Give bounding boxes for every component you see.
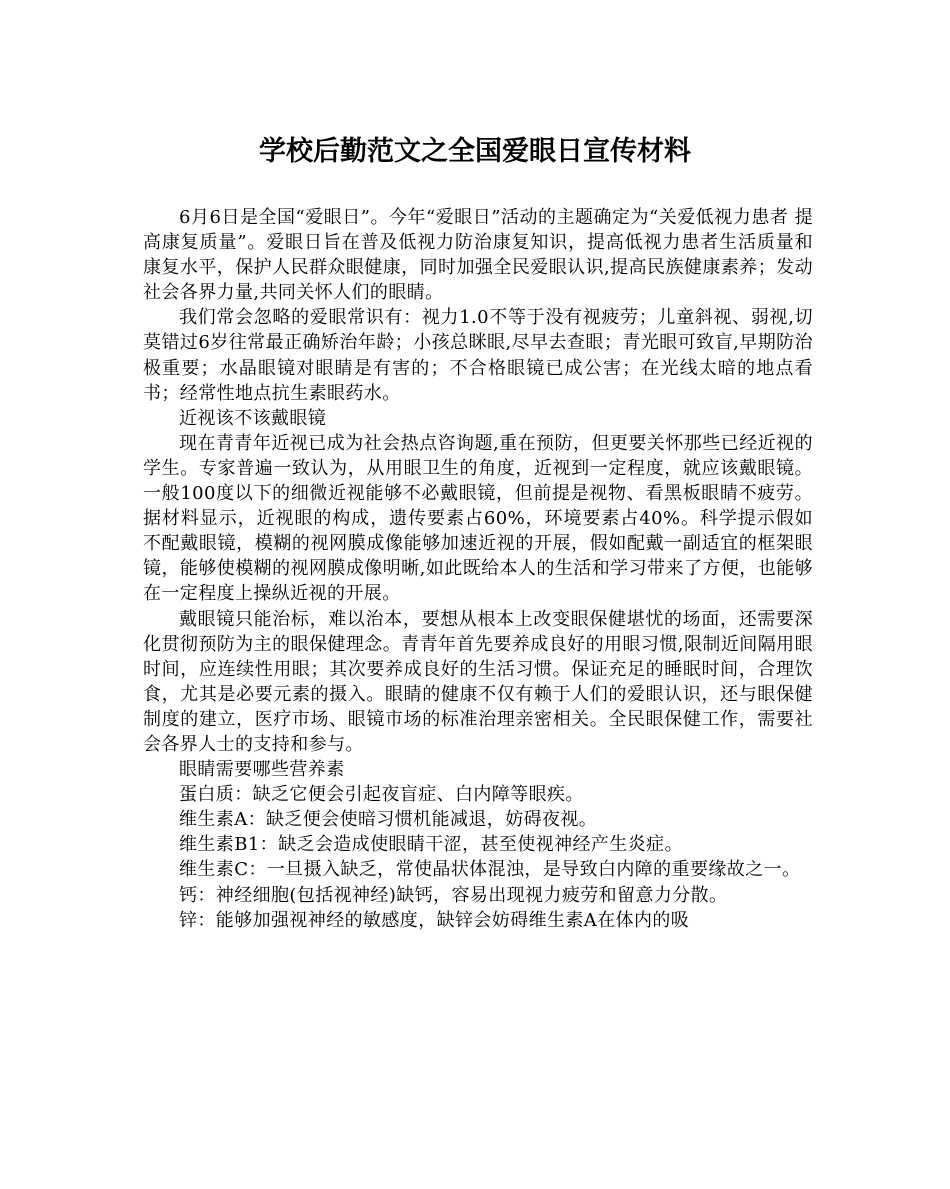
list-item-vitamin-b1: 维生素B1：缺乏会造成使眼睛干涩，甚至使视神经产生炎症。 [179, 834, 683, 856]
paragraph-prevention: 戴眼镜只能治标，难以治本，要想从根本上改变眼保健堪忧的场面，还需要深化贯彻预防为主的眼保健理念。青青年首先要养成良好的用眼习惯,限制近间隔用眼时间，应连续性用眼；其次要养成良好的生活习惯。保证充足的睡眠时间，合理饮食，尤其是必要元素的摄入。眼睛的健康不仅有赖于人们的爱眼认识，还与眼保健制度的建立，医疗市场、眼镜市场的标准治理亲密相关。全民眼保健工作，需要社会各界人士的支持和参与。 [143, 608, 813, 755]
list-item-zinc: 锌：能够加强视神经的敏感度，缺锌会妨碍维生素A在体内的吸 [179, 909, 690, 931]
document-body [143, 205, 813, 933]
paragraph-intro: 6月6日是全国“爱眼日”。今年“爱眼日”活动的主题确定为“关爱低视力患者 提高康复质量”。爱眼日旨在普及低视力防治康复知识，提高低视力患者生活质量和康复水平，保护人民群众眼健康，同时加强全民爱眼认识,提高民族健康素养；发动社会各界力量,共同关怀人们的眼睛。 [143, 207, 813, 304]
list-item-vitamin-c: 维生素C：一旦摄入缺乏，常使晶状体混浊，是导致白内障的重要缘故之一。 [179, 859, 801, 881]
paragraph-myopia: 现在青青年近视已成为社会热点咨询题,重在预防，但更要关怀那些已经近视的学生。专家普遍一致认为，从用眼卫生的角度，近视到一定程度，就应该戴眼镜。一般100度以下的细微近视能够不必戴眼镜，但前提是视物、看黑板眼睛不疲劳。据材料显示，近视眼的构成，遗传要素占60%，环境要素占40%。科学提示假如不配戴眼镜，模糊的视网膜成像能够加速近视的开展，假如配戴一副适宜的框架眼镜，能够使模糊的视网膜成像明晰,如此既给本人的生活和学习带来了方便，也能够在一定程度上操纵近视的开展。 [143, 432, 813, 605]
section-heading-glasses: 近视该不该戴眼镜 [179, 407, 327, 429]
page-title: 学校后勤范文之全国爱眼日宣传材料 [259, 136, 691, 167]
list-item-calcium: 钙：神经细胞(包括视神经)缺钙，容易出现视力疲劳和留意力分散。 [179, 884, 728, 906]
list-item-protein: 蛋白质：缺乏它便会引起夜盲症、白内障等眼疾。 [179, 784, 584, 806]
section-heading-nutrients: 眼睛需要哪些营养素 [179, 759, 345, 781]
list-item-vitamin-a: 维生素A：缺乏便会使暗习惯机能减退，妨碍夜视。 [179, 809, 598, 831]
paragraph-common-sense: 我们常会忽略的爱眼常识有：视力1.0不等于没有视疲劳；儿童斜视、弱视,切莫错过6岁往常最正确矫治年龄；小孩总眯眼,尽早去查眼；青光眼可致盲,早期防治极重要；水晶眼镜对眼睛是有害的；不合格眼镜已成公害；在光线太暗的地点看书；经常性地点抗生素眼药水。 [143, 307, 813, 404]
